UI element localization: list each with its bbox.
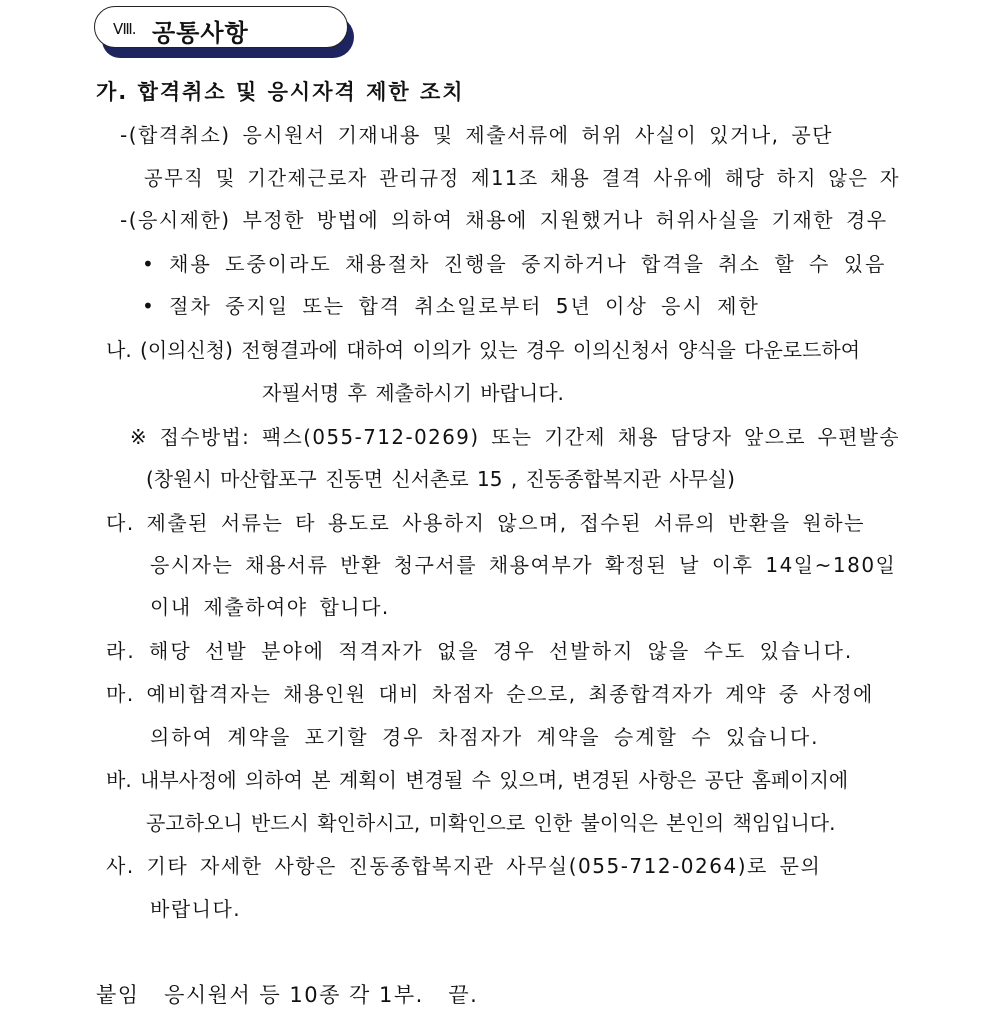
heading-ga: 가. 합격취소 및 응시자격 제한 조치 bbox=[96, 80, 465, 104]
ba-line-2: 공고하오니 반드시 확인하시고, 미확인으로 인한 불이익은 본인의 책임입니다. bbox=[146, 811, 836, 835]
na-line-2: 자필서명 후 제출하시기 바랍니다. bbox=[262, 381, 564, 405]
ga-bullet-1: • 채용 도중이라도 채용절차 진행을 중지하거나 합격을 취소 할 수 있음 bbox=[142, 252, 887, 276]
ra-line: 라. 해당 선발 분야에 적격자가 없을 경우 선발하지 않을 수도 있습니다. bbox=[106, 639, 854, 663]
ma-line-1: 마. 예비합격자는 채용인원 대비 차점자 순으로, 최종합격자가 계약 중 사정에 bbox=[106, 682, 874, 706]
da-line-3: 이내 제출하여야 합니다. bbox=[150, 595, 390, 619]
tab-face bbox=[94, 6, 348, 48]
ga-line-2: 공무직 및 기간제근로자 관리규정 제11조 채용 결격 사유에 해당 하지 않은 자 bbox=[144, 166, 900, 190]
attachment-line: 붙임 응시원서 등 10종 각 1부. 끝. bbox=[96, 983, 479, 1007]
ga-bullet-2: • 절차 중지일 또는 합격 취소일로부터 5년 이상 응시 제한 bbox=[142, 294, 760, 318]
sa-line-2: 바랍니다. bbox=[150, 897, 242, 921]
section-title: 공통사항 bbox=[152, 19, 249, 47]
note-line-1: ※ 접수방법: 팩스(055-712-0269) 또는 기간제 채용 담당자 앞으로 우편발송 bbox=[130, 425, 901, 449]
section-header-tab bbox=[94, 6, 356, 58]
section-numeral: Ⅷ. bbox=[113, 20, 136, 38]
ba-line-1: 바. 내부사정에 의하여 본 계획이 변경될 수 있으며, 변경된 사항은 공단 홈페이지에 bbox=[106, 768, 849, 792]
note-line-2: (창원시 마산합포구 진동면 신서촌로 15 , 진동종합복지관 사무실) bbox=[146, 467, 735, 491]
ga-line-3: -(응시제한) 부정한 방법에 의하여 채용에 지원했거나 허위사실을 기재한 경우 bbox=[120, 208, 888, 232]
na-line-1: 나. (이의신청) 전형결과에 대하여 이의가 있는 경우 이의신청서 양식을 다운로드하여 bbox=[106, 338, 861, 362]
da-line-1: 다. 제출된 서류는 타 용도로 사용하지 않으며, 접수된 서류의 반환을 원하는 bbox=[106, 511, 865, 535]
da-line-2: 응시자는 채용서류 반환 청구서를 채용여부가 확정된 날 이후 14일~180일 bbox=[150, 553, 897, 577]
ma-line-2: 의하여 계약을 포기할 경우 차점자가 계약을 승계할 수 있습니다. bbox=[150, 725, 820, 749]
ga-line-1: -(합격취소) 응시원서 기재내용 및 제출서류에 허위 사실이 있거나, 공단 bbox=[120, 123, 833, 147]
sa-line-1: 사. 기타 자세한 사항은 진동종합복지관 사무실(055-712-0264)로 문의 bbox=[106, 854, 822, 878]
